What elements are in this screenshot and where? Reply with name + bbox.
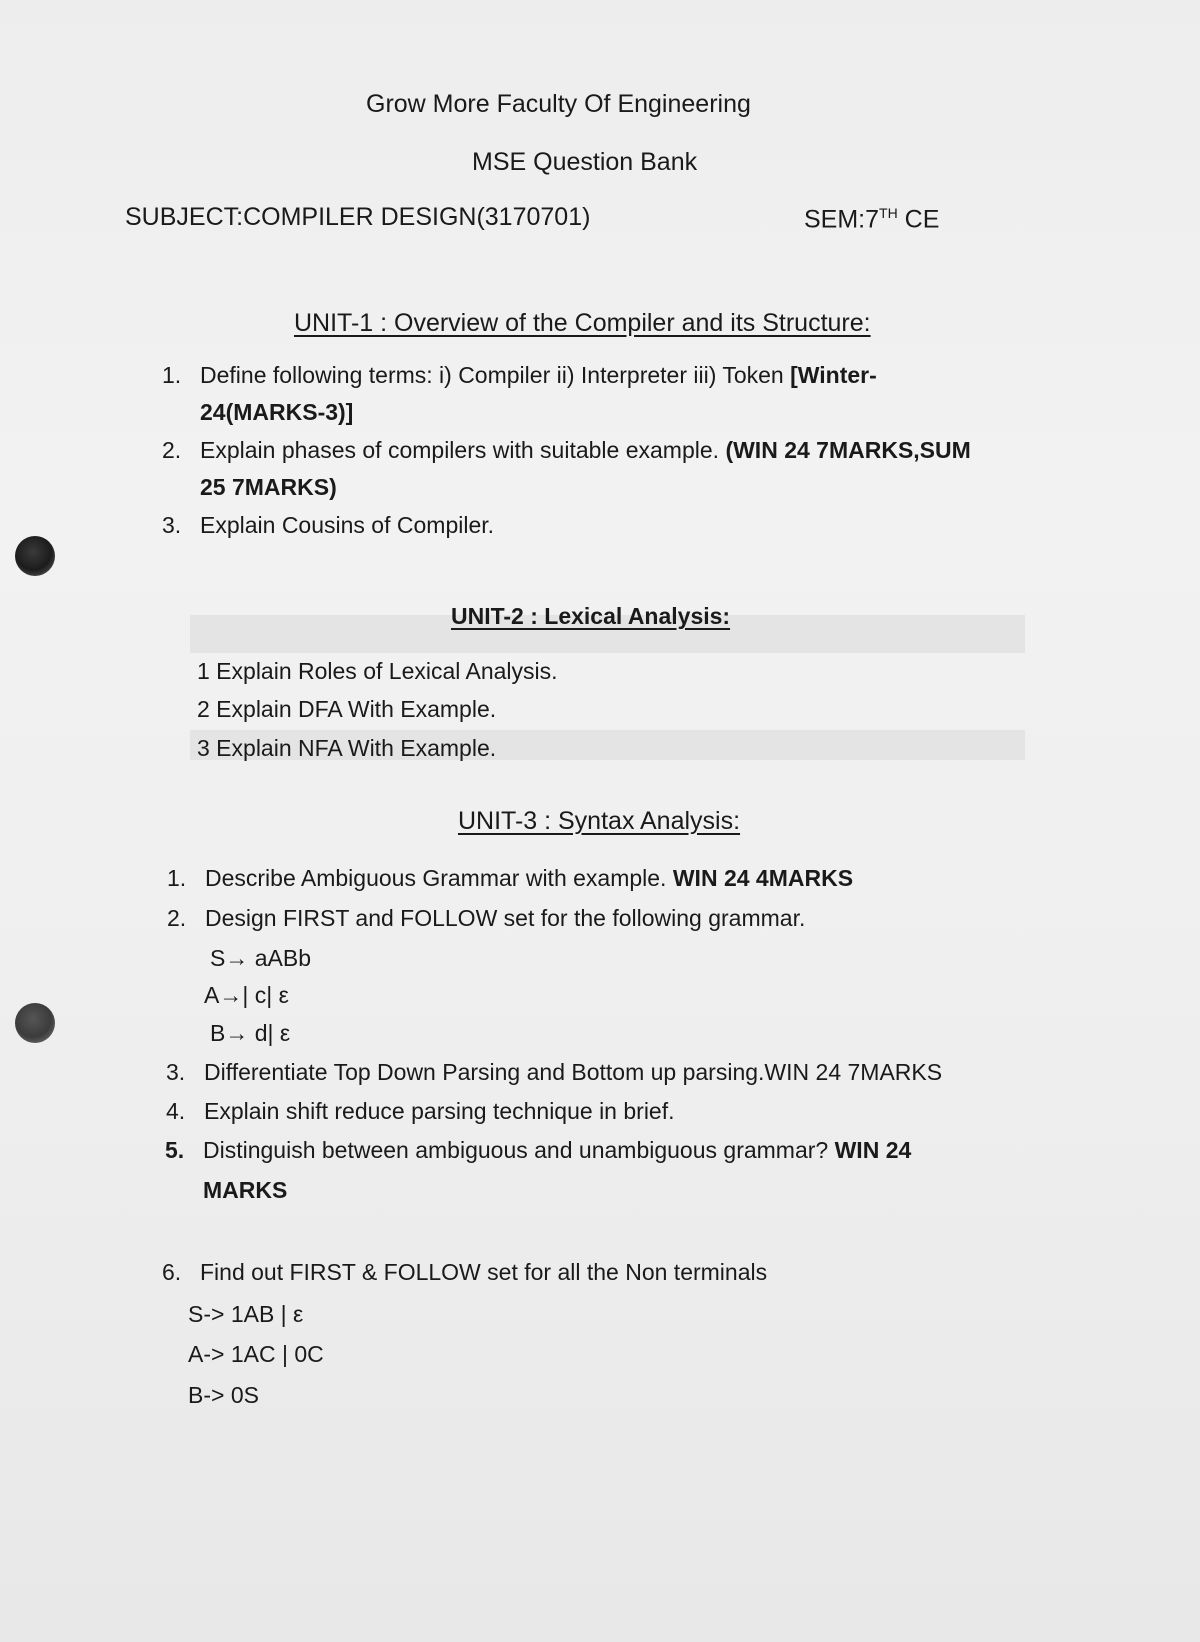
question-text: Describe Ambiguous Grammar with example. [205,865,673,891]
unit3-question-5-tag-cont: MARKS [203,1177,288,1203]
unit3-heading: UNIT-3 : Syntax Analysis: [458,807,741,835]
question-text: Explain phases of compilers with suitable example. [200,437,726,463]
question-text: Distinguish between ambiguous and unambiguous grammar? [203,1137,835,1163]
question-text: Differentiate Top Down Parsing and Bottom up parsing.WIN 24 7MARKS [204,1059,943,1085]
grammar-rule: A→| c| ε [204,982,289,1008]
unit1-question-2 [162,432,971,469]
unit1-question-3 [162,507,494,544]
semester-superscript: TH [879,205,898,221]
unit3-question-2 [167,900,805,937]
question-number: 2. [162,437,182,463]
question-number: 6. [162,1259,182,1285]
unit3-question-5 [165,1132,911,1169]
question-text: Find out FIRST & FOLLOW set for all the Non terminals [200,1259,768,1285]
question-number: 3. [162,512,182,538]
question-text: Design FIRST and FOLLOW set for the following grammar. [205,905,806,931]
unit2-item: 2 Explain DFA With Example. [197,696,497,722]
semester-suffix: CE [897,205,940,234]
unit1-question-1 [162,357,877,394]
grammar-rule: S→ aABb [210,945,311,971]
unit2-item: 3 Explain NFA With Example. [197,735,497,761]
unit3-question-6 [162,1254,767,1291]
exam-tag: WIN 24 [834,1137,912,1163]
punch-hole-top [15,536,55,576]
unit1-heading: UNIT-1 : Overview of the Compiler and its Structure: [294,309,871,337]
unit2-heading: UNIT-2 : Lexical Analysis: [451,603,731,629]
question-number: 2. [167,905,187,931]
question-number: 3. [166,1059,186,1085]
unit2-item: 1 Explain Roles of Lexical Analysis. [197,658,558,684]
unit3-question-1 [167,860,853,897]
semester-prefix: SEM:7 [804,205,880,234]
question-number: 4. [166,1098,186,1124]
grammar-rule: B→ d| ε [210,1020,291,1046]
exam-tag: [Winter- [790,362,877,388]
grammar-rule: B-> 0S [188,1382,259,1408]
grammar-rule: A-> 1AC | 0C [188,1341,324,1367]
unit3-question-3 [166,1054,942,1091]
exam-tag: (WIN 24 7MARKS,SUM [725,437,971,463]
subject-line: SUBJECT:COMPILER DESIGN(3170701) [125,203,591,231]
punch-hole-bottom [15,1003,55,1043]
question-number: 1. [167,865,187,891]
question-text: Explain shift reduce parsing technique in brief. [204,1098,675,1124]
document-title: MSE Question Bank [472,148,698,176]
unit1-question-2-tag-cont: 25 7MARKS) [200,474,337,500]
question-number: 5. [165,1137,185,1163]
question-text: Define following terms: i) Compiler ii) Interpreter iii) Token [200,362,791,388]
semester-line [804,205,939,234]
institution-name: Grow More Faculty Of Engineering [366,90,751,118]
unit1-question-1-tag-cont: 24(MARKS-3)] [200,399,354,425]
grammar-rule: S-> 1AB | ε [188,1301,304,1327]
question-text: Explain Cousins of Compiler. [200,512,495,538]
unit3-question-4 [166,1093,675,1130]
question-number: 1. [162,362,182,388]
exam-tag: WIN 24 4MARKS [672,865,854,891]
